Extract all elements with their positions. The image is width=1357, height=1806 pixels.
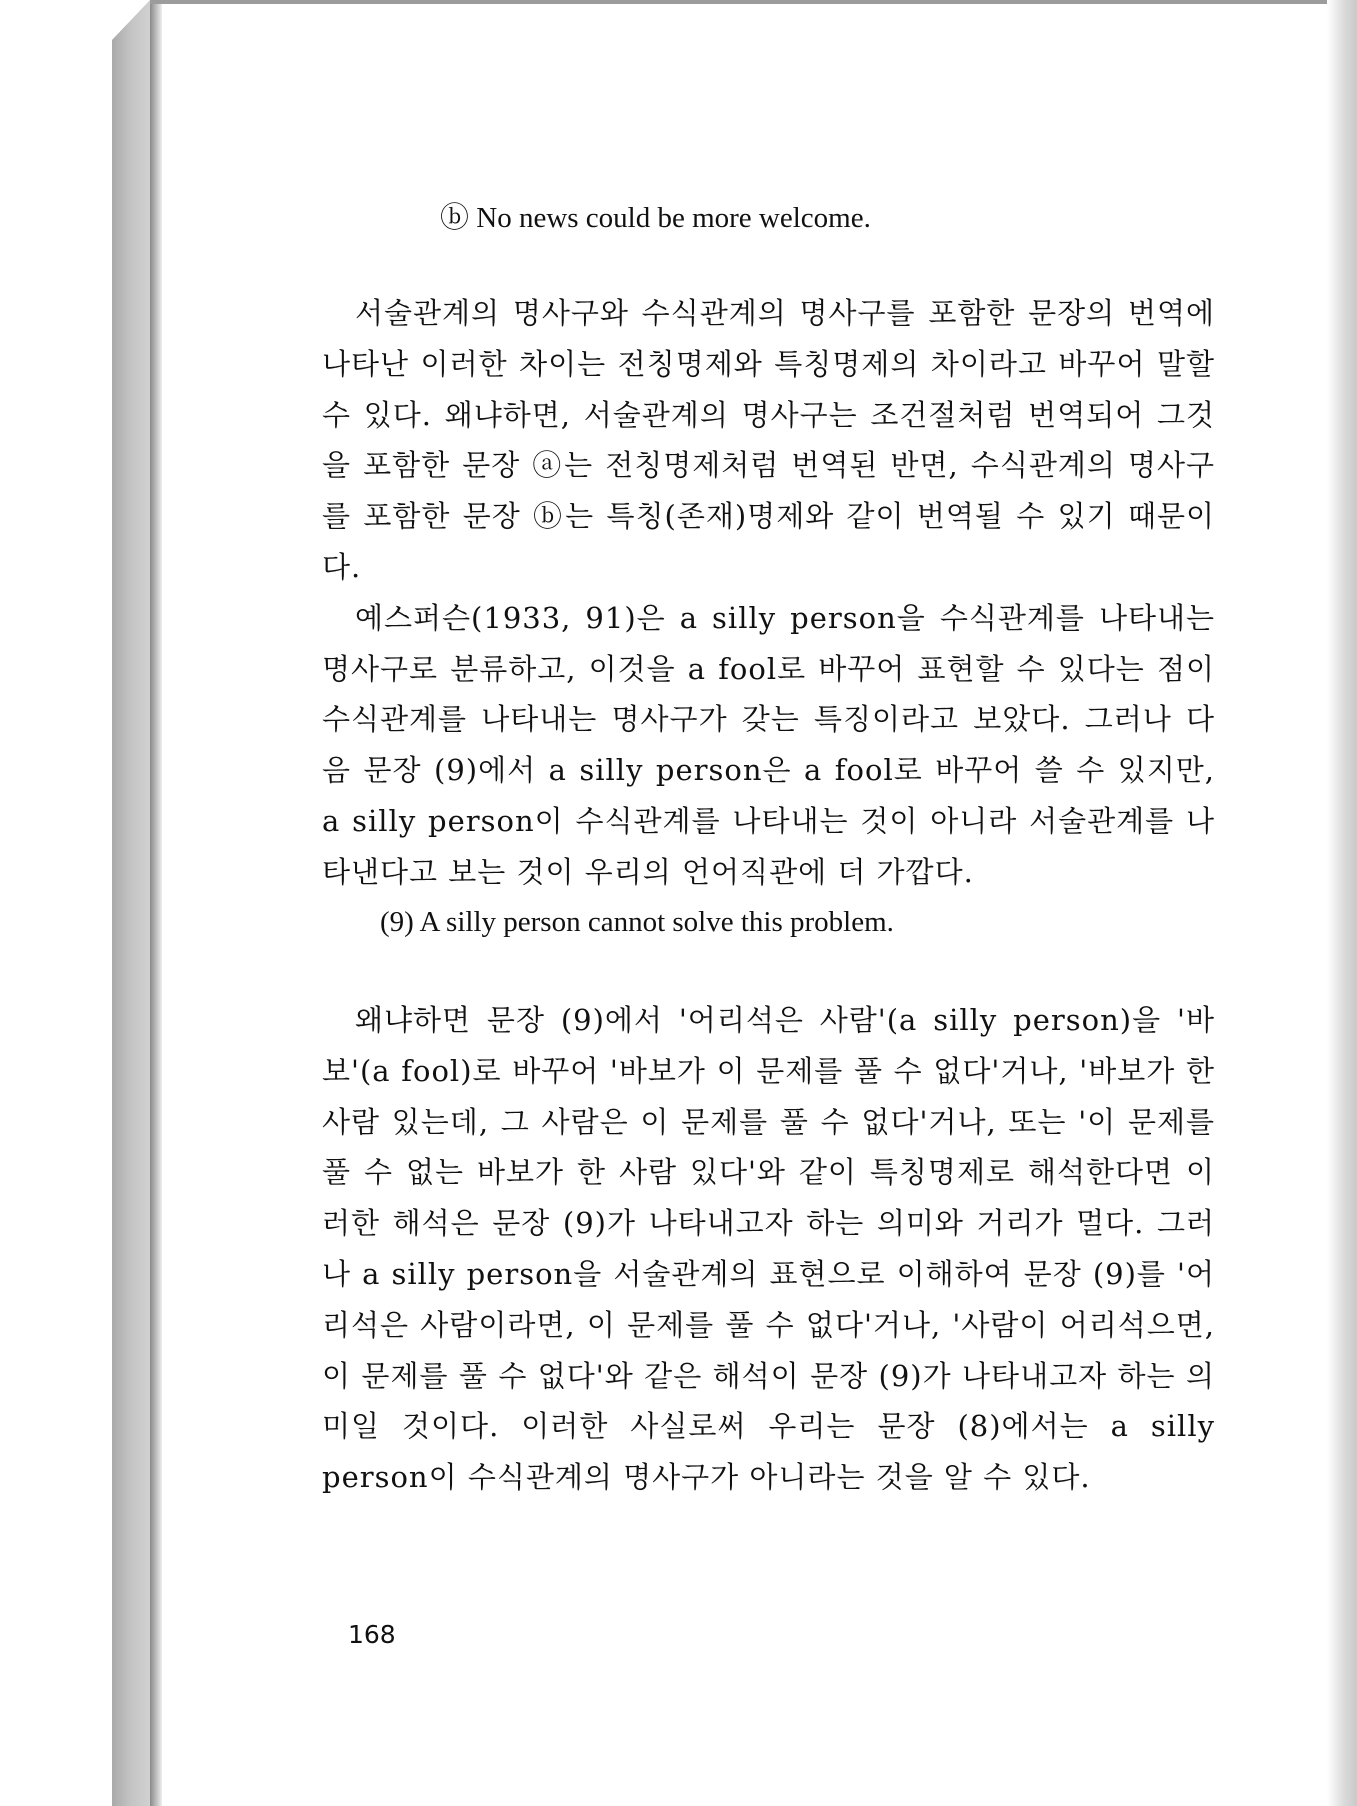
body-text-continued bbox=[322, 995, 1215, 1503]
page-number: 168 bbox=[348, 1620, 396, 1649]
paragraph-2: 예스퍼슨(1933, 91)은 a silly person을 수식관계를 나타내는 명사구로 분류하고, 이것을 a fool로 바꾸어 표현할 수 있다는 점이 수식관계를 나타내는 명사구가 갖는 특징이라고 보았다. 그러나 다음 문장 (9)에서 a silly person은 a fool로 바꾸어 쓸 수 있지만, a silly person이 수식관계를 나타내는 것이 아니라 서술관계를 나타낸다고 보는 것이 우리의 언어직관에 더 가깝다. bbox=[322, 600, 1215, 889]
body-text bbox=[322, 288, 1215, 898]
page-edge-right bbox=[1327, 0, 1357, 1806]
page-edge-top bbox=[150, 0, 1340, 4]
example-9: (9) A silly person cannot solve this problem. bbox=[380, 906, 894, 938]
example-b: ⓑ No news could be more welcome. bbox=[440, 202, 871, 234]
page-edge-left bbox=[150, 0, 162, 1806]
book-page bbox=[160, 4, 1338, 1806]
paragraph-1: 서술관계의 명사구와 수식관계의 명사구를 포함한 문장의 번역에 나타난 이러한 차이는 전칭명제와 특칭명제의 차이라고 바꾸어 말할 수 있다. 왜냐하면, 서술관계의 명사구는 조건절처럼 번역되어 그것을 포함한 문장 ⓐ는 전칭명제처럼 번역된 반면, 수식관계의 명사구를 포함한 문장 ⓑ는 특칭(존재)명제와 같이 번역될 수 있기 때문이다. bbox=[322, 296, 1215, 584]
paragraph-3: 왜냐하면 문장 (9)에서 '어리석은 사람'(a silly person)을 '바보'(a fool)로 바꾸어 '바보가 이 문제를 풀 수 없다'거나, '바보가 한 사람 있는데, 그 사람은 이 문제를 풀 수 없다'거나, 또는 '이 문제를 풀 수 없는 바보가 한 사람 있다'와 같이 특칭명제로 해석한다면 이러한 해석은 문장 (9)가 나타내고자 하는 의미와 거리가 멀다. 그러나 a silly person을 서술관계의 표현으로 이해하여 문장 (9)를 '어리석은 사람이라면, 이 문제를 풀 수 없다'거나, '사람이 어리석으면, 이 문제를 풀 수 없다'와 같은 해석이 문장 (9)가 나타내고자 하는 의미일 것이다. 이러한 사실로써 우리는 문장 (8)에서는 a silly person이 수식관계의 명사구가 아니라는 것을 알 수 있다. bbox=[322, 1003, 1215, 1495]
